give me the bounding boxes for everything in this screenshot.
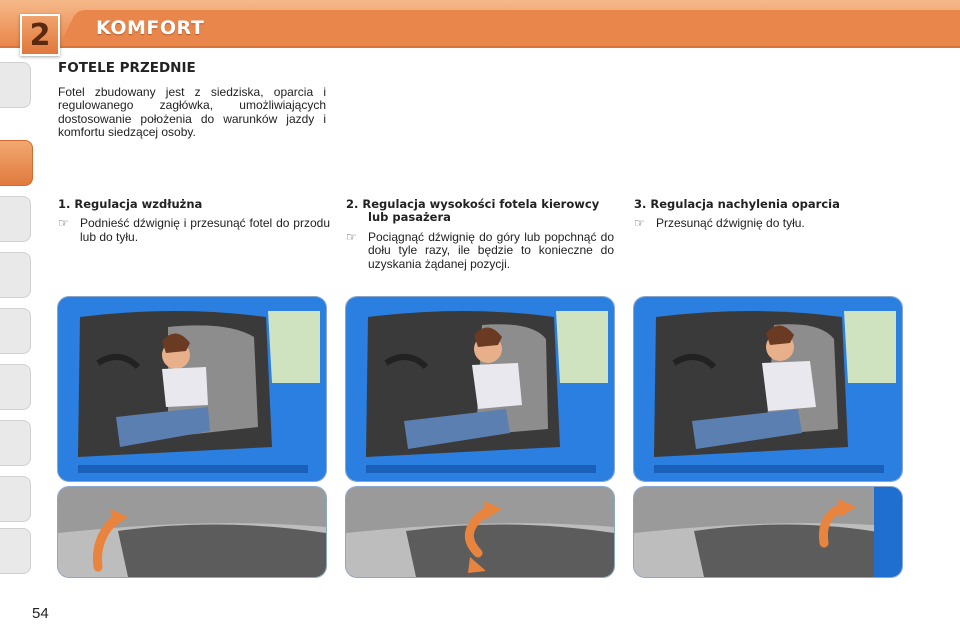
seat-illustration-height (345, 296, 615, 482)
chapter-header (0, 0, 960, 53)
instruction-bullet (634, 217, 906, 230)
seat-lever-closeup (346, 487, 614, 577)
hand-pointer-icon: ☞ (634, 216, 645, 231)
car-driver-illustration (634, 297, 902, 481)
side-tab-4[interactable] (0, 252, 31, 298)
side-tab-2-active[interactable] (0, 140, 33, 186)
side-tab-5[interactable] (0, 308, 31, 354)
car-driver-illustration (346, 297, 614, 481)
seat-illustration-longitudinal (57, 296, 327, 482)
instruction-text: Przesunąć dźwignię do tyłu. (656, 216, 805, 231)
chapter-number-badge: 2 (20, 14, 60, 56)
section-intro: Fotel zbudowany jest z siedziska, oparcia i regulowanego zagłówka, umożliwiających dostosowanie położenia do warunków jazdy i komfortu siedzącej osoby. (58, 85, 326, 140)
side-tab-9[interactable] (0, 528, 31, 574)
lever-closeup-recline (633, 486, 903, 578)
page-number: 54 (32, 605, 49, 622)
chapter-title: KOMFORT (96, 17, 205, 39)
car-driver-illustration (58, 297, 326, 481)
instruction-bullet (58, 217, 330, 244)
instruction-bullet (346, 231, 614, 271)
hand-pointer-icon: ☞ (346, 229, 357, 244)
seat-lever-closeup (634, 487, 902, 577)
instruction-text: Pociągnąć dźwignię do góry lub popchnąć do dołu tyle razy, ile będzie to konieczne do uzyskania żądanej pozycji. (368, 229, 614, 271)
side-tab-1[interactable] (0, 62, 31, 108)
side-tab-6[interactable] (0, 364, 31, 410)
lever-closeup-longitudinal (57, 486, 327, 578)
instruction-column-1 (58, 198, 330, 244)
side-tab-7[interactable] (0, 420, 31, 466)
seat-lever-closeup (58, 487, 326, 577)
side-tab-3[interactable] (0, 196, 31, 242)
hand-pointer-icon: ☞ (58, 216, 69, 231)
instruction-heading: 2. Regulacja wysokości fotela kierowcy lub pasażera (346, 197, 600, 225)
instruction-text: Podnieść dźwignię i przesunąć fotel do przodu lub do tyłu. (80, 216, 330, 244)
lever-closeup-height (345, 486, 615, 578)
seat-illustration-recline (633, 296, 903, 482)
chapter-side-tabs (0, 62, 34, 574)
side-tab-8[interactable] (0, 476, 31, 522)
instruction-column-2 (346, 198, 614, 271)
instruction-heading: 3. Regulacja nachylenia oparcia (634, 197, 840, 211)
instruction-heading: 1. Regulacja wzdłużna (58, 197, 203, 211)
section-title: FOTELE PRZEDNIE (58, 60, 196, 76)
instruction-column-3 (634, 198, 906, 231)
